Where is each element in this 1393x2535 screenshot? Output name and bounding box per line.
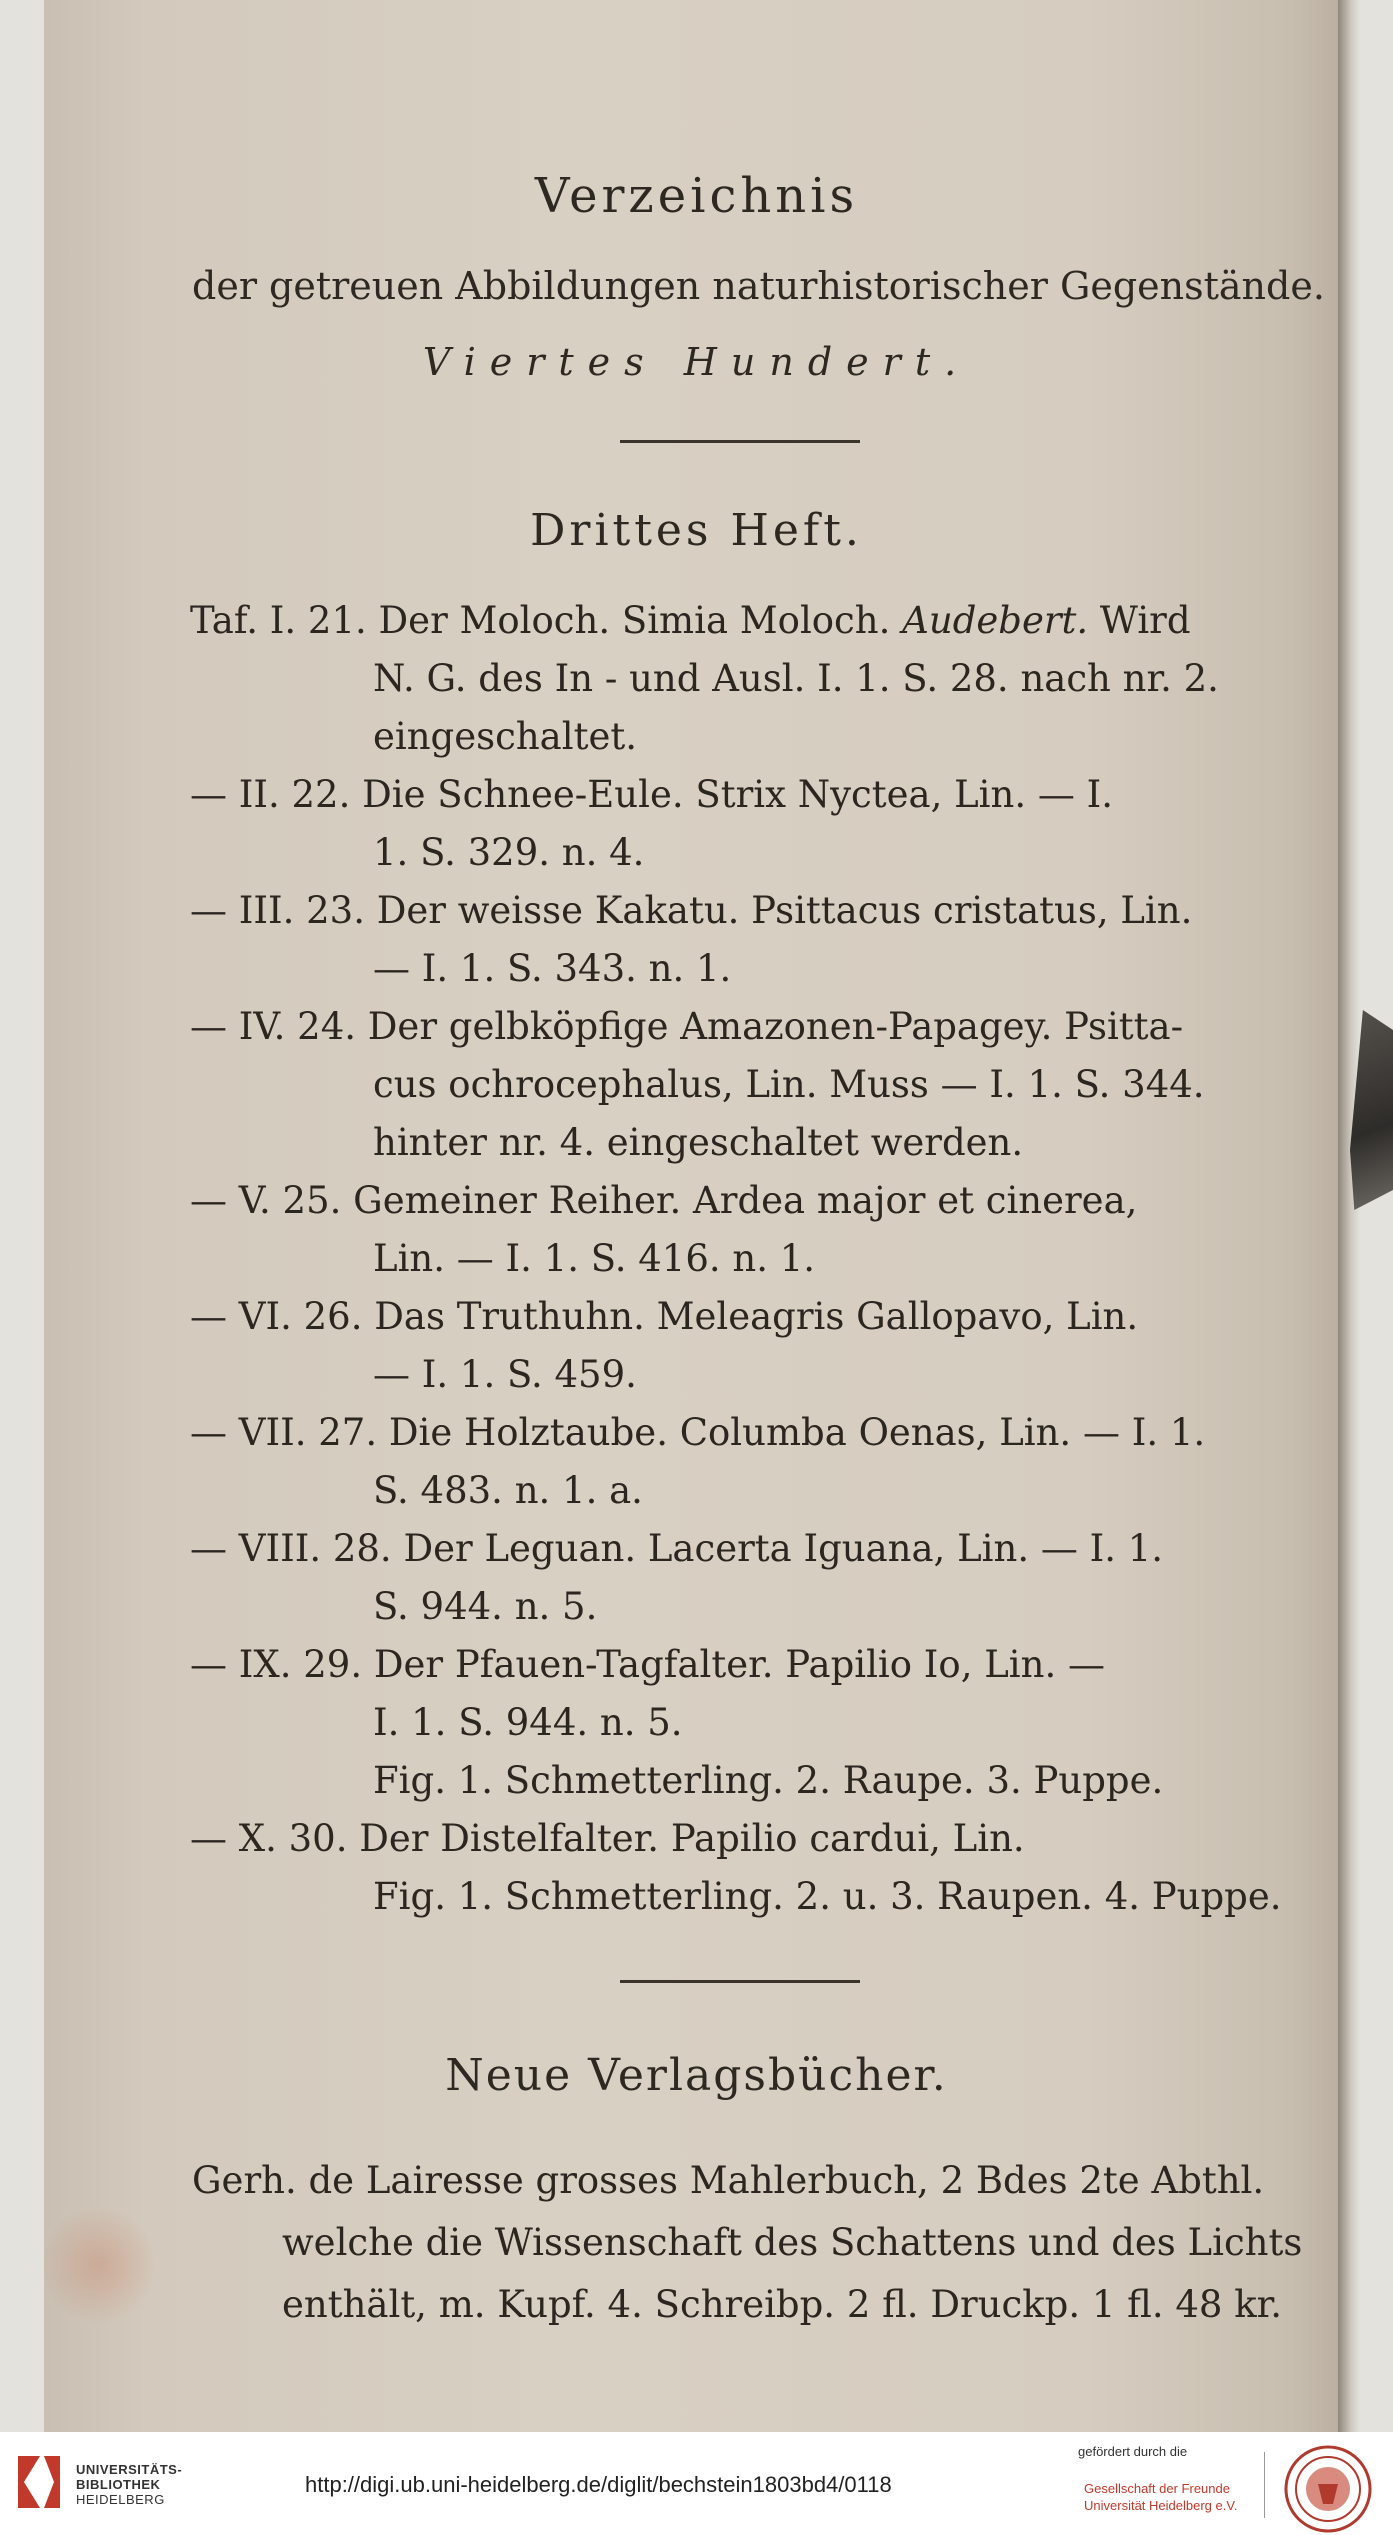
plate-entry-continuation: 1. S. 329. n. 4.: [373, 831, 645, 874]
plate-entry-author: Audebert.: [902, 599, 1089, 642]
plate-entry: [190, 1172, 1320, 1288]
plate-entry-head: — V. 25. Gemeiner Reiher. Ardea major et cinerea,: [190, 1179, 1138, 1222]
library-name-line1: UNIVERSITÄTS-: [76, 2462, 183, 2477]
plate-entry-continuation: eingeschaltet.: [373, 715, 637, 758]
sponsor-line1: Gesellschaft der Freunde: [1084, 2481, 1230, 2496]
plate-list: [190, 592, 1320, 1926]
plate-entry-continuation: Fig. 1. Schmetterling. 2. Raupe. 3. Puppe.: [373, 1759, 1164, 1802]
sponsor-name: [1084, 2480, 1237, 2514]
sponsor-label: gefördert durch die: [1078, 2444, 1188, 2459]
books-entry: [192, 2150, 1332, 2336]
library-name-line2: BIBLIOTHEK: [76, 2477, 161, 2492]
plate-entry-head: — IX. 29. Der Pfauen-Tagfalter. Papilio Io, Lin. —: [190, 1643, 1105, 1686]
plate-entry-head: Taf. I. 21. Der Moloch. Simia Moloch.: [190, 599, 891, 642]
plate-entry-head: — III. 23. Der weisse Kakatu. Psittacus cristatus, Lin.: [190, 889, 1193, 932]
plate-entry-head: — VI. 26. Das Truthuhn. Meleagris Gallopavo, Lin.: [190, 1295, 1139, 1338]
plate-entry-continuation: Lin. — I. 1. S. 416. n. 1.: [373, 1237, 816, 1280]
plate-entry-head: — X. 30. Der Distelfalter. Papilio cardui, Lin.: [190, 1817, 1025, 1860]
books-title: Neue Verlagsbücher.: [445, 2050, 948, 2101]
library-city: HEIDELBERG: [76, 2492, 165, 2507]
plate-entry: [190, 1810, 1320, 1926]
plate-entry-continuation: N. G. des In - und Ausl. I. 1. S. 28. nach nr. 2.: [373, 657, 1219, 700]
plate-entry-continuation: cus ochrocephalus, Lin. Muss — I. 1. S. 344.: [373, 1063, 1205, 1106]
plate-entry-head: — VII. 27. Die Holztaube. Columba Oenas, Lin. — I. 1.: [190, 1411, 1206, 1454]
plate-entry: [190, 1520, 1320, 1636]
plate-entry-continuation: — I. 1. S. 343. n. 1.: [373, 947, 732, 990]
document-title: Verzeichnis: [534, 168, 859, 224]
plate-entry: [190, 1404, 1320, 1520]
divider-rule: [620, 440, 860, 443]
university-seal-icon: [1283, 2444, 1373, 2534]
plate-entry: [190, 998, 1320, 1172]
document-subtitle: der getreuen Abbildungen naturhistorischer Gegenstände.: [192, 264, 1325, 308]
plate-entry-continuation: I. 1. S. 944. n. 5.: [373, 1701, 683, 1744]
heft-title: Drittes Heft.: [530, 505, 863, 556]
plate-entry-head: — VIII. 28. Der Leguan. Lacerta Iguana, Lin. — I. 1.: [190, 1527, 1164, 1570]
plate-entry: [190, 766, 1320, 882]
divider-rule: [620, 1980, 860, 1983]
plate-entry-head: — II. 22. Die Schnee-Eule. Strix Nyctea, Lin. — I.: [190, 773, 1113, 816]
plate-entry: [190, 1288, 1320, 1404]
books-line: enthält, m. Kupf. 4. Schreibp. 2 fl. Druckp. 1 fl. 48 kr.: [282, 2283, 1283, 2326]
paper-stain: [44, 2200, 154, 2330]
university-library-logo-icon: [14, 2452, 64, 2512]
books-line: welche die Wissenschaft des Schattens und des Lichts: [282, 2221, 1303, 2264]
plate-entry-continuation: S. 944. n. 5.: [373, 1585, 598, 1628]
footer-bar: [0, 2432, 1393, 2535]
plate-entry-continuation: Fig. 1. Schmetterling. 2. u. 3. Raupen. 4. Puppe.: [373, 1875, 1282, 1918]
plate-entry-continuation: S. 483. n. 1. a.: [373, 1469, 643, 1512]
plate-entry: [190, 882, 1320, 998]
plate-entry: [190, 592, 1320, 766]
permalink-url[interactable]: http://digi.ub.uni-heidelberg.de/diglit/bechstein1803bd4/0118: [305, 2472, 892, 2497]
books-line: Gerh. de Lairesse grosses Mahlerbuch, 2 Bdes 2te Abthl.: [192, 2159, 1265, 2202]
plate-entry-head: — IV. 24. Der gelbköpfige Amazonen-Papagey. Psitta-: [190, 1005, 1184, 1048]
footer-divider: [1264, 2452, 1265, 2518]
section-hundert: Viertes Hundert.: [422, 340, 971, 384]
plate-entry-continuation: — I. 1. S. 459.: [373, 1353, 637, 1396]
plate-entry-head-tail: Wird: [1088, 599, 1191, 642]
library-name: [76, 2462, 182, 2507]
plate-entry: [190, 1636, 1320, 1810]
sponsor-line2: Universität Heidelberg e.V.: [1084, 2498, 1238, 2513]
plate-entry-continuation: hinter nr. 4. eingeschaltet werden.: [373, 1121, 1024, 1164]
